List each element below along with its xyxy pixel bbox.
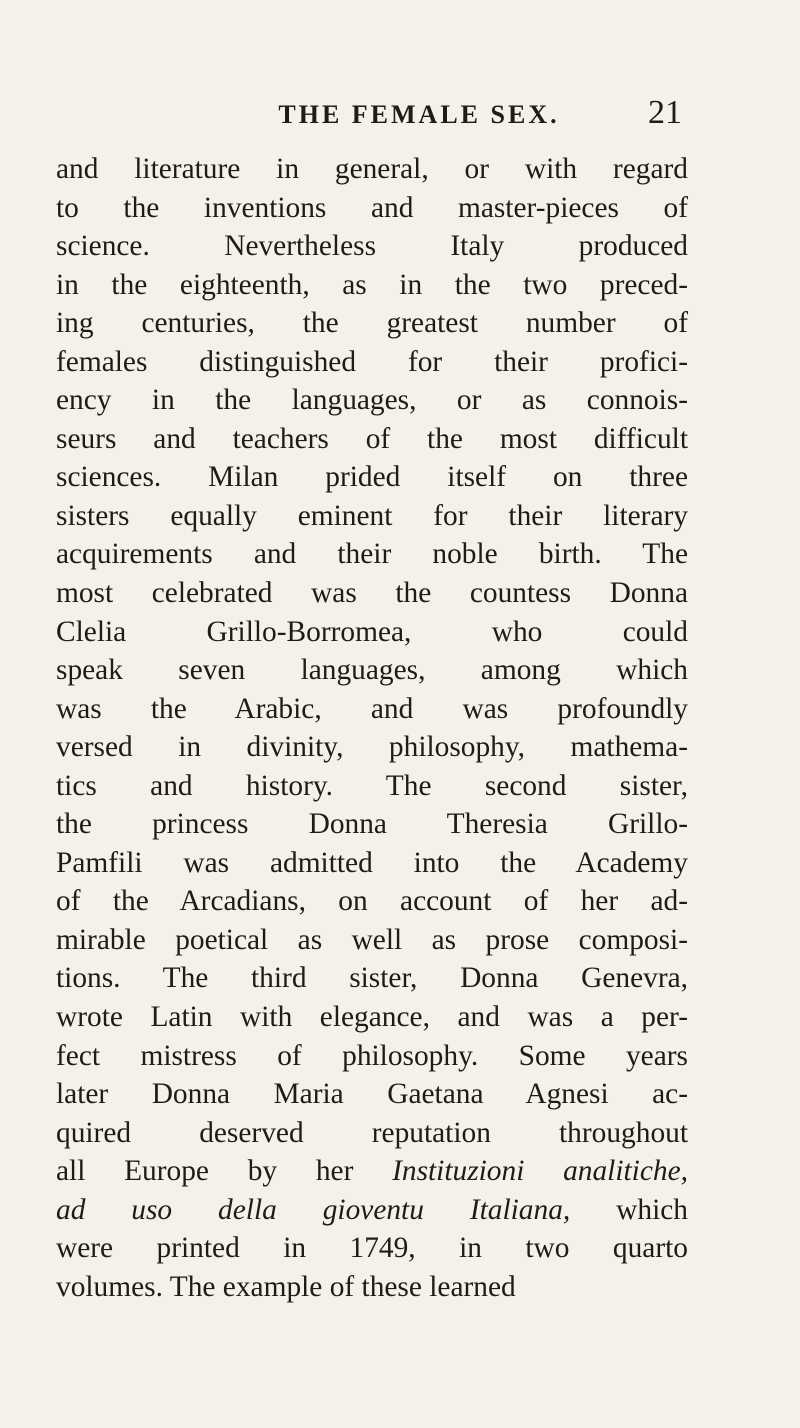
text-line: quired deserved reputation throughout [56,1116,688,1149]
italic-title-fragment: Instituzioni analitiche, [392,1155,688,1188]
text-line: were printed in 1749, in two quarto [56,1232,688,1265]
text-line: was the Arabic, and was profoundly [56,692,688,725]
text-line: volumes. The example of these learned [56,1270,516,1303]
text-line: females distinguished for their profici- [56,345,688,378]
text-line: tics and history. The second sister, [56,769,688,802]
text-line: ency in the languages, or as connois- [56,384,688,417]
text-line: to the inventions and master-pieces of [56,191,688,224]
running-title: THE FEMALE SEX. [278,100,560,129]
text-line: the princess Donna Theresia Grillo- [56,808,688,841]
text-fragment: all Europe by her [56,1155,354,1188]
running-head [156,94,682,140]
text-line [56,1152,688,1191]
text-line: in the eighteenth, as in the two preced- [56,268,688,301]
text-line [56,1191,688,1230]
text-line: mirable poetical as well as prose composi- [56,923,688,956]
text-line: speak seven languages, among which [56,654,688,687]
text-line: and literature in general, or with regard [56,153,688,185]
text-line: wrote Latin with elegance, and was a per- [56,1001,688,1034]
italic-title-fragment: ad uso della gioventu Italiana, [56,1193,571,1226]
body-paragraph [56,150,688,1306]
text-line: seurs and teachers of the most difficult [56,422,688,455]
text-line: versed in divinity, philosophy, mathema- [56,731,688,764]
text-line: Clelia Grillo-Borromea, who could [56,615,688,648]
text-fragment: which [616,1193,688,1226]
text-line: most celebrated was the countess Donna [56,577,688,610]
text-line: sciences. Milan prided itself on three [56,461,688,494]
page-number: 21 [648,94,682,131]
text-line: of the Arcadians, on account of her ad- [56,885,688,918]
text-line: science. Nevertheless Italy produced [56,230,688,263]
text-line: fect mistress of philosophy. Some years [56,1039,688,1072]
text-line: tions. The third sister, Donna Genevra, [56,962,688,995]
text-line: acquirements and their noble birth. The [56,538,688,571]
text-line: Pamfili was admitted into the Academy [56,846,688,879]
text-line: ing centuries, the greatest number of [56,307,688,340]
text-line: sisters equally eminent for their literary [56,499,688,532]
text-line: later Donna Maria Gaetana Agnesi ac- [56,1078,688,1111]
